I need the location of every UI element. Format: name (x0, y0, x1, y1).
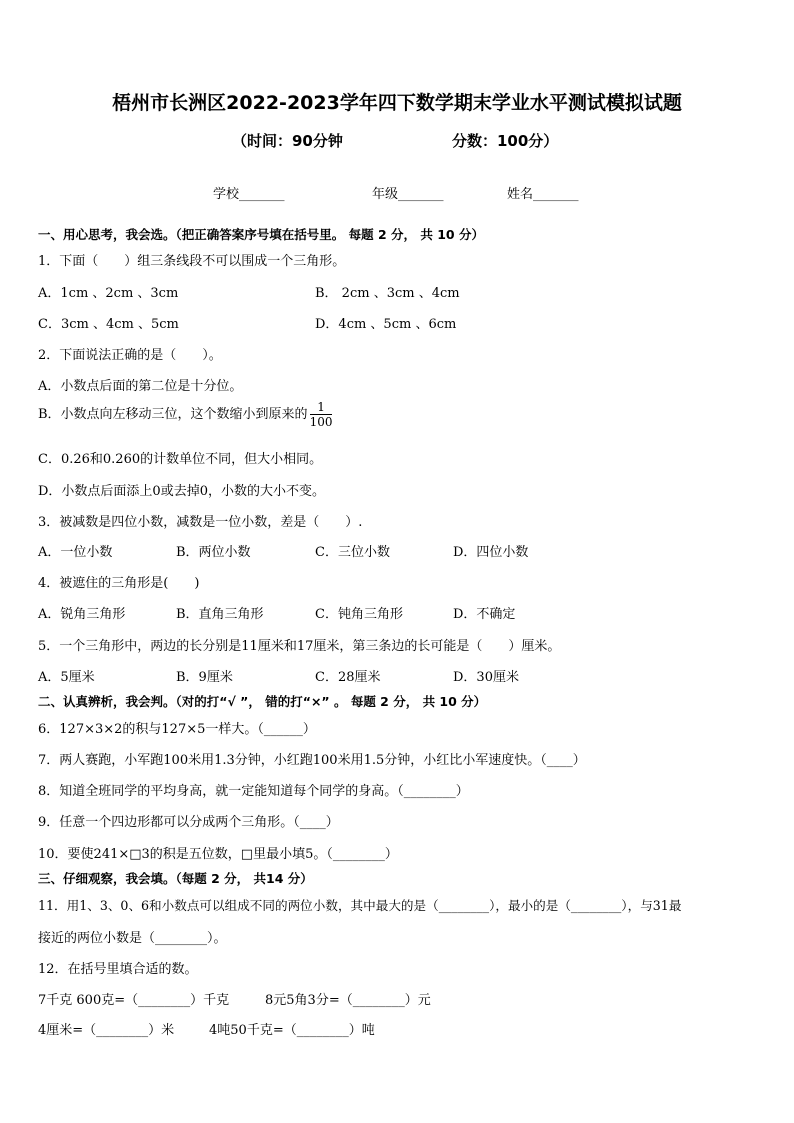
question-6: 6．127×3×2的积与127×5一样大。（______） (38, 722, 316, 737)
q1-option-d[interactable]: D．4cm 、5cm 、6cm (315, 317, 457, 332)
question-1: 1．下面（ ）组三条线段不可以围成一个三角形。 (38, 254, 346, 269)
question-10: 10．要使241×□3的积是五位数，□里最小填5。（________） (38, 847, 398, 862)
q4-option-c[interactable]: C．钝角三角形 (315, 607, 403, 622)
q3-option-c[interactable]: C．三位小数 (315, 545, 390, 560)
q2-option-d[interactable]: D．小数点后面添上0或去掉0，小数的大小不变。 (38, 484, 325, 499)
q1-option-a[interactable]: A．1cm 、2cm 、3cm (38, 286, 179, 301)
q4-option-a[interactable]: A．锐角三角形 (38, 607, 126, 622)
q5-option-c[interactable]: C．28厘米 (315, 670, 381, 685)
q3-option-d[interactable]: D．四位小数 (453, 545, 529, 560)
question-3: 3．被减数是四位小数，减数是一位小数，差是（ ）. (38, 515, 363, 530)
q2-option-c[interactable]: C．0.26和0.260的计数单位不同，但大小相同。 (38, 452, 323, 467)
section2-heading: 二、认真辨析，我会判。（对的打“√ ”， 错的打“×” 。 每题 2 分， 共 10 分） (38, 694, 487, 709)
q2-option-b[interactable] (38, 400, 332, 429)
question-5: 5．一个三角形中，两边的长分别是11厘米和17厘米，第三条边的长可能是（ ）厘米。 (38, 639, 561, 654)
q5-option-a[interactable]: A．5厘米 (38, 670, 95, 685)
q4-option-b[interactable]: B．直角三角形 (176, 607, 264, 622)
q4-option-d[interactable]: D．不确定 (453, 607, 516, 622)
question-2: 2．下面说法正确的是（ ）。 (38, 348, 222, 363)
time-label: （时间：90分钟 (232, 132, 343, 150)
question-4: 4．被遮住的三角形是( ) (38, 576, 200, 591)
question-7: 7．两人赛跑，小军跑100米用1.3分钟，小红跑100米用1.5分钟，小红比小军速度快。（____） (38, 753, 586, 768)
exam-title: 梧州市长洲区2022-2023学年四下数学期末学业水平测试模拟试题 (112, 92, 682, 114)
q12-part-d: 4吨50千克=（________）吨 (209, 1023, 375, 1038)
question-11-line1: 11．用1、3、0、6和小数点可以组成不同的两位小数，其中最大的是（________），最小的是（________），与31最 (38, 898, 682, 913)
q2-option-a[interactable]: A．小数点后面的第二位是十分位。 (38, 379, 243, 394)
question-8: 8．知道全班同学的平均身高，就一定能知道每个同学的身高。（________） (38, 784, 469, 799)
q12-part-c: 4厘米=（________）米 (38, 1023, 175, 1038)
question-12: 12．在括号里填合适的数。 (38, 962, 198, 977)
q3-option-b[interactable]: B．两位小数 (176, 545, 251, 560)
section1-heading: 一、用心思考，我会选。（把正确答案序号填在括号里。 每题 2 分， 共 10 分） (38, 227, 484, 242)
score-label: 分数：100分） (452, 132, 559, 150)
fraction-one-hundredth (310, 400, 333, 429)
fraction-denominator: 100 (309, 415, 333, 429)
q2-option-b-text: B．小数点向左移动三位，这个数缩小到原来的 (38, 407, 308, 422)
q5-option-b[interactable]: B．9厘米 (176, 670, 233, 685)
question-11-line2: 接近的两位小数是（________）。 (38, 931, 227, 946)
school-field[interactable]: 学校_______ (213, 187, 285, 202)
q5-option-d[interactable]: D．30厘米 (453, 670, 519, 685)
q1-option-c[interactable]: C．3cm 、4cm 、5cm (38, 317, 179, 332)
fraction-numerator: 1 (310, 400, 333, 415)
q1-option-b[interactable]: B． 2cm 、3cm 、4cm (315, 286, 460, 301)
q12-part-b: 8元5角3分=（________）元 (265, 993, 431, 1008)
grade-field[interactable]: 年级_______ (372, 187, 444, 202)
q3-option-a[interactable]: A．一位小数 (38, 545, 113, 560)
q12-part-a: 7千克 600克=（________）千克 (38, 993, 230, 1008)
question-9: 9．任意一个四边形都可以分成两个三角形。（____） (38, 815, 339, 830)
section3-heading: 三、仔细观察，我会填。（每题 2 分， 共14 分） (38, 871, 313, 886)
name-field[interactable]: 姓名_______ (507, 187, 579, 202)
